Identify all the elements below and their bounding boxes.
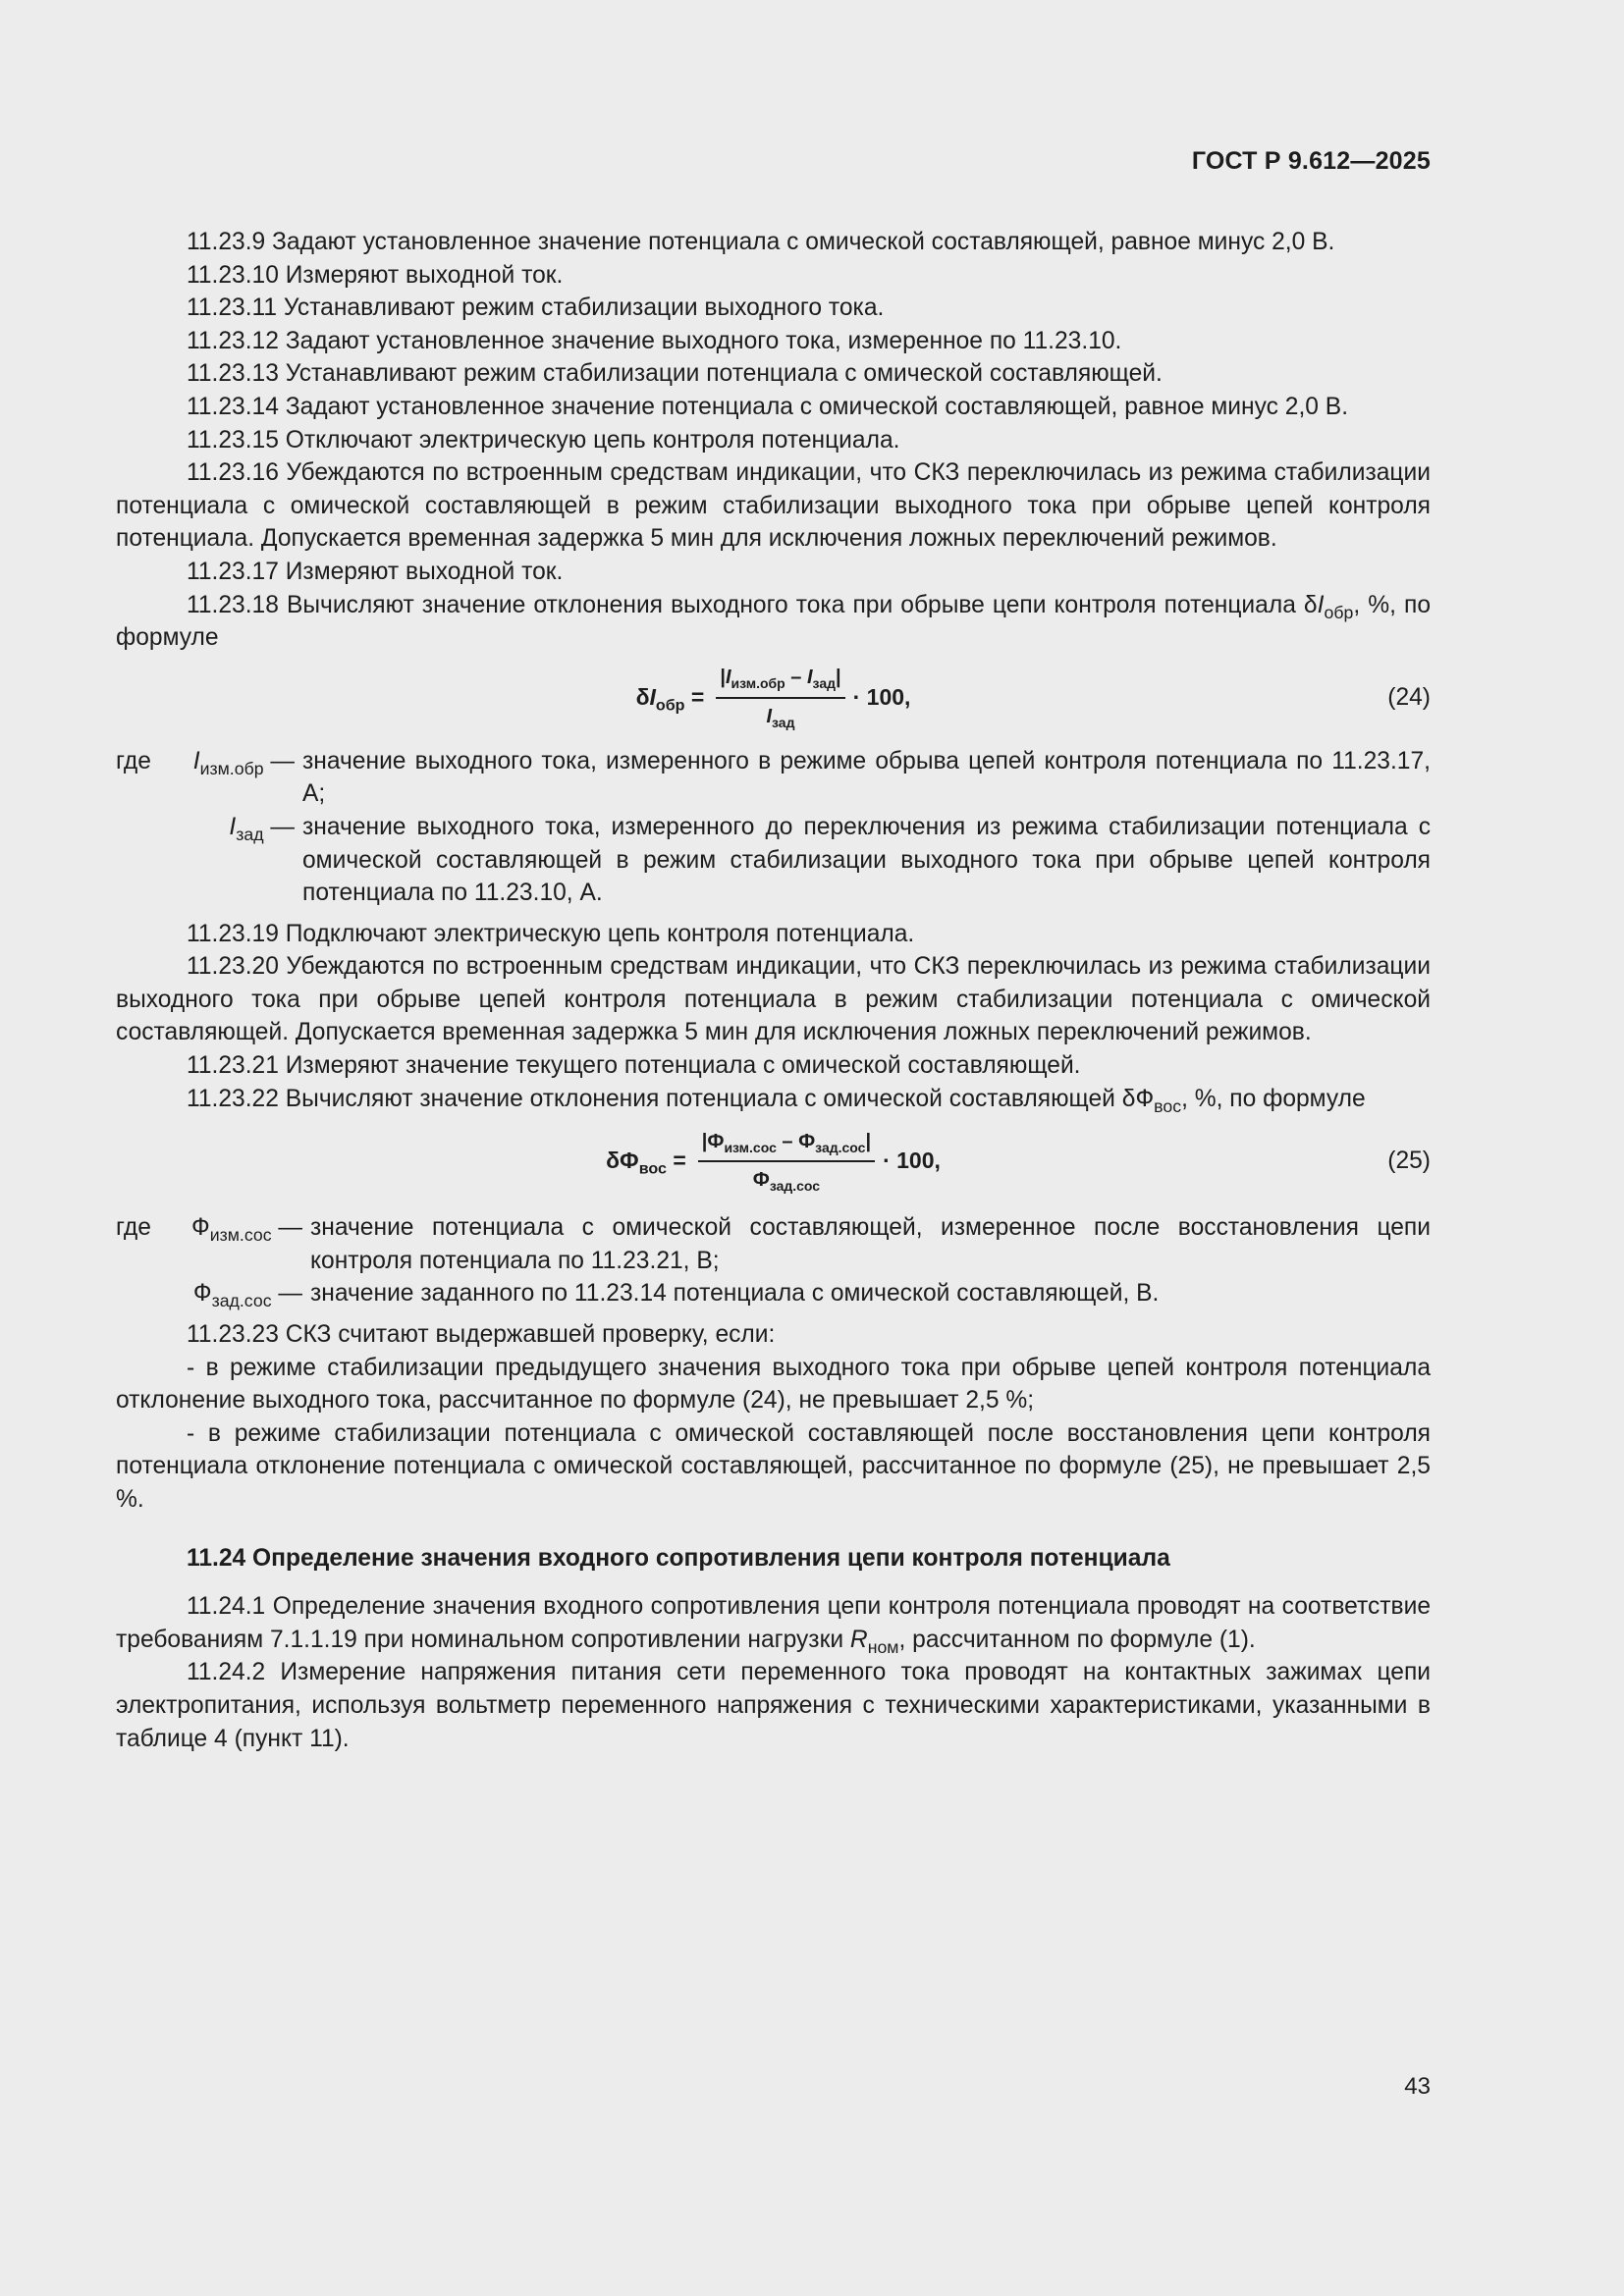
legend-definition: значение выходного тока, измеренного в режиме обрыва цепей контроля потенциала по 11.23.17, А; <box>302 747 1431 808</box>
paragraph-11-24-1 <box>116 1590 1431 1656</box>
list-item: - в режиме стабилизации потенциала с омической составляющей после восстановления цепи контроля потенциала отклонение потенциала с омической составляющей, рассчитанное по формуле (25), не превышает 2,5 %. <box>116 1419 1431 1513</box>
page-number: 43 <box>1404 2073 1431 2100</box>
paragraph: 11.23.14 Задают установленное значение потенциала с омической составляющей, равное минус 2,0 В. <box>187 393 1349 420</box>
legend-var: I <box>192 747 200 774</box>
paragraph: 11.23.12 Задают установленное значение выходного тока, измеренное по 11.23.10. <box>187 327 1122 354</box>
abs-open: | <box>720 667 726 689</box>
paragraph: 11.23.10 Измеряют выходной ток. <box>187 261 564 289</box>
paragraph: 11.23.15 Отключают электрическую цепь контроля потенциала. <box>187 426 900 454</box>
legend-sub: зад <box>236 825 264 845</box>
formula-lhs <box>606 1145 686 1178</box>
formula-multiplier: · 100, <box>883 1148 941 1174</box>
subscript: ном <box>867 1636 899 1657</box>
legend-dash: — <box>263 813 295 840</box>
formula-symbol: I <box>766 705 773 727</box>
formula-body <box>116 663 1431 733</box>
formula-24 <box>116 663 1431 733</box>
legend-definition: значение потенциала с омической составляющей, измеренное после восстановления цепи контроля потенциала по 11.23.21, В; <box>310 1214 1431 1274</box>
paragraph-text: 11.23.18 Вычисляют значение отклонения выходного тока при обрыве цепи контроля потенциала δ <box>187 591 1318 618</box>
legend-dash: — <box>271 1214 302 1242</box>
paragraph-text: 11.24.1 Определение значения входного сопротивления цепи контроля потенциала проводят на соответствие требованиям 7.1.1.19 при номинальном сопротивлении нагрузки <box>116 1593 1431 1653</box>
formula-body <box>116 1123 1431 1200</box>
symbol: I <box>1317 591 1325 618</box>
formula-symbol: Ф <box>752 1169 770 1192</box>
paragraph: 11.24.2 Измерение напряжения питания сети переменного тока проводят на контактных зажимах цепи электропитания, используя вольтметр переменного напряжения с техническими характеристиками, указанными в таблице 4 (пункт 11). <box>116 1659 1431 1752</box>
legend-definition: значение заданного по 11.23.14 потенциала с омической составляющей, В. <box>310 1280 1160 1308</box>
paragraph: 11.23.23 СКЗ считают выдержавшей проверку, если: <box>187 1321 776 1349</box>
legend-var: I <box>229 813 237 840</box>
formula-symbol: I <box>806 667 813 689</box>
legend-sub: изм.обр <box>199 758 264 778</box>
legend-symbol <box>116 811 302 910</box>
paragraph: 11.23.19 Подключают электрическую цепь контроля потенциала. <box>187 920 915 947</box>
formula-minus: – <box>785 667 807 689</box>
legend-sub: зад.сос <box>211 1291 272 1311</box>
formula-subscript: зад.сос <box>815 1139 866 1155</box>
formula-legend <box>116 745 1431 910</box>
paragraph-text: , %, по формуле <box>1181 1085 1366 1112</box>
formula-symbol: δФ <box>606 1148 639 1174</box>
paragraph: 11.23.9 Задают установленное значение потенциала с омической составляющей, равное минус 2,0 В. <box>187 229 1335 255</box>
abs-close: | <box>865 1130 872 1152</box>
legend-lead: где <box>116 747 151 774</box>
formula-lhs <box>636 681 705 715</box>
equation-number: (24) <box>1387 683 1431 711</box>
paragraph-text: , %, по формуле <box>116 591 1431 652</box>
standard-code-header: ГОСТ Р 9.612—2025 <box>1191 147 1431 175</box>
legend-symbol <box>116 1211 310 1277</box>
paragraph: 11.23.16 Убеждаются по встроенным средствам индикации, что СКЗ переключилась из режима стабилизации потенциала с омической составляющей в режим стабилизации выходного тока при обрыве цепей контроля потенциала. Допускается временная задержка 5 мин для исключения ложных переключений режимов. <box>116 459 1431 553</box>
legend-symbol <box>116 1277 310 1310</box>
formula-subscript: обр <box>655 696 685 715</box>
formula-fraction <box>716 662 844 733</box>
paragraph: 11.23.20 Убеждаются по встроенным средствам индикации, что СКЗ переключилась из режима стабилизации выходного тока при обрыве цепей контроля потенциала в режим стабилизации потенциала с омической составляющей. Допускается временная задержка 5 мин для исключения ложных переключений режимов. <box>116 953 1431 1046</box>
formula-subscript: вос <box>638 1160 667 1179</box>
formula-multiplier: · 100, <box>852 683 911 710</box>
formula-25 <box>116 1123 1431 1200</box>
formula-delta: δ <box>635 683 650 710</box>
legend-dash: — <box>263 747 295 774</box>
formula-symbol: I <box>649 683 656 710</box>
fraction-denominator <box>753 1162 820 1198</box>
paragraph: 11.23.21 Измеряют значение текущего потенциала с омической составляющей. <box>187 1052 1081 1080</box>
formula-subscript: зад.сос <box>769 1178 821 1195</box>
fraction-numerator <box>716 662 844 699</box>
formula-legend <box>116 1211 1431 1310</box>
subscript: обр <box>1324 602 1354 622</box>
paragraph-11-23-18 <box>116 589 1431 655</box>
legend-definition: значение выходного тока, измеренного до переключения из режима стабилизации потенциала с омической составляющей в режим стабилизации выходного тока при обрыве цепей контроля потенциала по 11.23.10, А. <box>302 813 1431 907</box>
page-content <box>116 226 1431 1755</box>
list-item: - в режиме стабилизации предыдущего значения выходного тока при обрыве цепей контроля потенциала отклонение выходного тока, рассчитанное по формуле (24), не превышает 2,5 %; <box>116 1354 1431 1415</box>
formula-subscript: изм.сос <box>724 1139 777 1155</box>
formula-equals: = <box>666 1148 686 1174</box>
paragraph: 11.23.11 Устанавливают режим стабилизации выходного тока. <box>187 294 885 322</box>
subscript: вос <box>1154 1095 1182 1116</box>
section-heading: 11.24 Определение значения входного сопротивления цепи контроля потенциала <box>187 1544 1170 1572</box>
symbol: R <box>849 1626 868 1653</box>
fraction-numerator <box>698 1126 875 1163</box>
legend-var: Ф <box>191 1214 210 1242</box>
equation-number: (25) <box>1387 1148 1431 1175</box>
legend-sub: изм.сос <box>209 1225 272 1246</box>
legend-lead: где <box>116 1214 151 1242</box>
paragraph-text: , рассчитанном по формуле (1). <box>898 1626 1256 1653</box>
formula-subscript: зад <box>812 675 836 692</box>
formula-subscript: зад <box>772 714 795 730</box>
paragraph: 11.23.17 Измеряют выходной ток. <box>187 558 564 585</box>
legend-dash: — <box>271 1280 302 1308</box>
formula-equals: = <box>684 683 705 710</box>
fraction-denominator <box>766 699 794 734</box>
formula-symbol: I <box>725 667 731 689</box>
abs-close: | <box>836 667 841 689</box>
paragraph: 11.23.13 Устанавливают режим стабилизации потенциала с омической составляющей. <box>187 360 1163 388</box>
paragraph-text: 11.23.22 Вычисляют значение отклонения потенциала с омической составляющей δФ <box>187 1085 1155 1112</box>
formula-fraction <box>698 1126 875 1198</box>
formula-minus: – Ф <box>776 1130 816 1152</box>
formula-subscript: изм.обр <box>731 675 785 692</box>
formula-symbol: |Ф <box>701 1130 725 1152</box>
legend-var: Ф <box>192 1280 212 1308</box>
legend-symbol <box>116 745 302 811</box>
paragraph-11-23-22 <box>116 1083 1431 1116</box>
